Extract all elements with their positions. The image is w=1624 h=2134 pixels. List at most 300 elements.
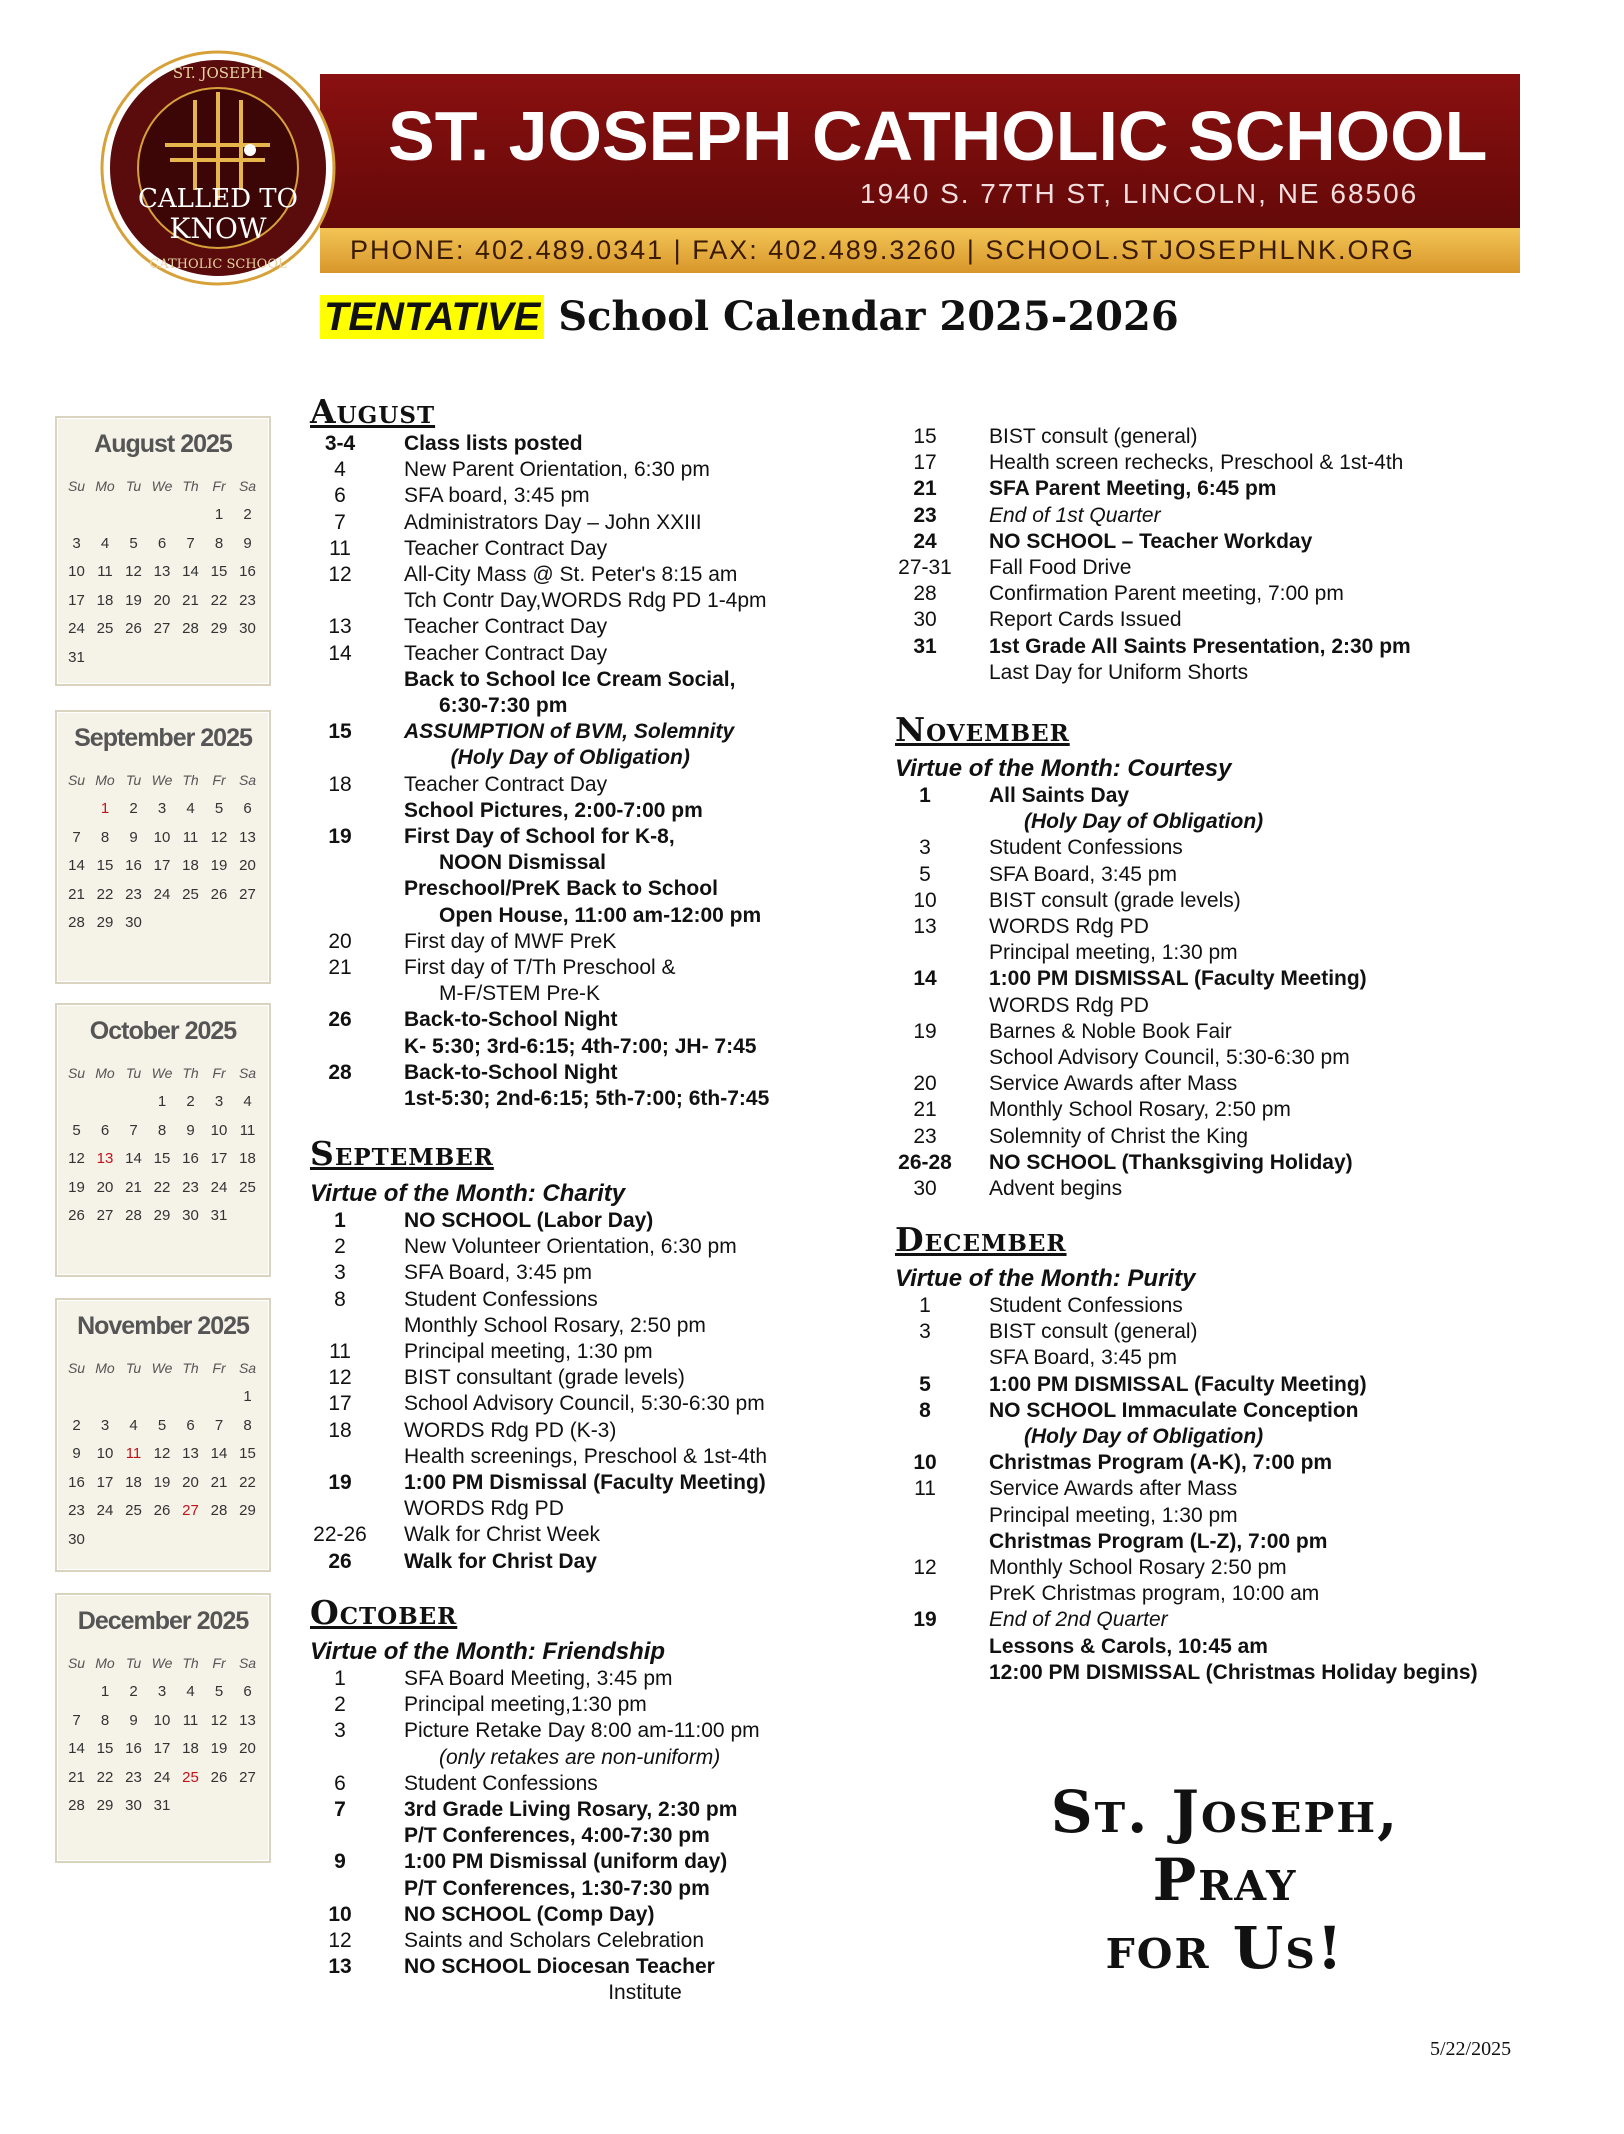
event-text: Report Cards Issued bbox=[989, 608, 1182, 632]
calendar-day: 5 bbox=[214, 800, 224, 817]
event-date: 13 bbox=[913, 915, 937, 938]
calendar-day: 28 bbox=[182, 620, 199, 637]
event-date: 13 bbox=[328, 615, 352, 639]
event-text: Administrators Day – John XXIII bbox=[404, 510, 702, 534]
calendar-day: 1 bbox=[100, 1683, 110, 1700]
calendar-day: 12 bbox=[68, 1150, 85, 1167]
event-text: New Parent Orientation, 6:30 pm bbox=[404, 458, 710, 482]
event-row bbox=[310, 1522, 870, 1548]
calendar-day: 16 bbox=[125, 1740, 142, 1757]
event-row bbox=[895, 424, 1455, 450]
weekday-label: We bbox=[151, 478, 173, 494]
event-row bbox=[895, 1150, 1455, 1176]
event-text: BIST consultant (grade levels) bbox=[404, 1366, 685, 1390]
event-row bbox=[310, 667, 870, 693]
event-row bbox=[895, 1019, 1455, 1045]
calendar-day: 5 bbox=[214, 1683, 224, 1700]
month-heading-september: September bbox=[310, 1134, 494, 1173]
calendar-day: 29 bbox=[96, 914, 114, 931]
event-date: 10 bbox=[913, 888, 937, 912]
calendar-day: 12 bbox=[210, 1711, 228, 1729]
weekday-label: Su bbox=[67, 1360, 86, 1376]
calendar-day: 29 bbox=[153, 1207, 171, 1224]
event-row bbox=[310, 876, 870, 902]
calendar-day: 1 bbox=[243, 1388, 252, 1405]
event-row bbox=[310, 1823, 870, 1849]
event-text: (only retakes are non-uniform) bbox=[404, 1745, 721, 1769]
weekday-label: Th bbox=[182, 1655, 199, 1671]
event-row bbox=[310, 1797, 870, 1823]
calendar-day: 2 bbox=[243, 506, 252, 523]
calendar-day: 13 bbox=[239, 828, 256, 846]
event-text: New Volunteer Orientation, 6:30 pm bbox=[404, 1235, 737, 1259]
mini-calendar-2 bbox=[55, 710, 271, 984]
calendar-day: 13 bbox=[182, 1445, 199, 1462]
calendar-day: 20 bbox=[182, 1473, 199, 1491]
mini-calendar-title: October 2025 bbox=[89, 1017, 237, 1045]
weekday-label: Su bbox=[67, 772, 86, 788]
weekday-label: We bbox=[151, 772, 173, 788]
calendar-day: 21 bbox=[125, 1178, 142, 1196]
calendar-day: 18 bbox=[182, 857, 199, 874]
event-text: Institute bbox=[404, 1981, 682, 2005]
calendar-day: 24 bbox=[68, 620, 85, 637]
calendar-day: 20 bbox=[153, 591, 171, 609]
mini-calendar-1 bbox=[55, 416, 271, 686]
event-row bbox=[895, 1071, 1455, 1097]
event-text: NO SCHOOL – Teacher Workday bbox=[989, 529, 1313, 553]
event-date: 21 bbox=[913, 477, 937, 501]
calendar-day: 2 bbox=[129, 1683, 138, 1700]
calendar-day: 15 bbox=[96, 1740, 114, 1757]
event-text: First day of T/Th Preschool & bbox=[404, 956, 676, 979]
calendar-day: 28 bbox=[68, 914, 85, 931]
event-row bbox=[895, 783, 1455, 809]
event-row bbox=[895, 1097, 1455, 1123]
event-row bbox=[310, 1418, 870, 1444]
calendar-day: 30 bbox=[182, 1207, 199, 1224]
calendar-day: 9 bbox=[186, 1121, 195, 1139]
calendar-day: 8 bbox=[100, 828, 110, 846]
event-text: NO SCHOOL Immaculate Conception bbox=[989, 1398, 1359, 1422]
revision-date: 5/22/2025 bbox=[1430, 2038, 1512, 2060]
event-date: 21 bbox=[328, 956, 352, 979]
event-row bbox=[895, 835, 1455, 861]
calendar-day: 2 bbox=[72, 1416, 81, 1434]
calendar-day: 4 bbox=[243, 1093, 252, 1110]
calendar-day: 4 bbox=[129, 1416, 138, 1434]
event-text: Solemnity of Christ the King bbox=[989, 1124, 1249, 1148]
event-text: Barnes & Noble Book Fair bbox=[989, 1019, 1232, 1043]
event-date: 5 bbox=[919, 862, 931, 886]
calendar-day: 9 bbox=[129, 828, 138, 846]
event-text: P/T Conferences, 1:30-7:30 pm bbox=[404, 1876, 710, 1900]
calendar-day: 22 bbox=[153, 1178, 171, 1196]
weekday-label: Fr bbox=[212, 1360, 226, 1376]
calendar-day: 3 bbox=[72, 534, 81, 552]
calendar-day: 10 bbox=[96, 1445, 114, 1462]
event-text: ASSUMPTION of BVM, Solemnity bbox=[404, 720, 735, 744]
calendar-day: 15 bbox=[153, 1150, 171, 1167]
event-date: 21 bbox=[913, 1098, 937, 1122]
calendar-day: 21 bbox=[182, 591, 199, 609]
weekday-label: Tu bbox=[125, 772, 142, 788]
weekday-label: Fr bbox=[212, 1065, 226, 1081]
weekday-label: Mo bbox=[95, 1360, 115, 1376]
weekday-label: Sa bbox=[238, 1360, 257, 1376]
event-text: Back-to-School Night bbox=[404, 1060, 618, 1084]
virtue-of-month: Virtue of the Month: Charity bbox=[310, 1180, 626, 1207]
calendar-day: 17 bbox=[153, 857, 171, 874]
calendar-day: 25 bbox=[182, 1768, 199, 1786]
calendar-day: 24 bbox=[153, 1768, 171, 1786]
calendar-day: 22 bbox=[96, 1768, 114, 1786]
calendar-day: 3 bbox=[100, 1416, 110, 1434]
event-date: 2 bbox=[334, 1693, 346, 1717]
calendar-day: 29 bbox=[210, 620, 228, 637]
event-text: Picture Retake Day 8:00 am-11:00 pm bbox=[404, 1719, 760, 1743]
calendar-day: 26 bbox=[210, 885, 228, 903]
event-row bbox=[310, 1365, 870, 1391]
calendar-day: 7 bbox=[214, 1416, 224, 1434]
page-title bbox=[320, 293, 1179, 340]
calendar-day: 11 bbox=[182, 828, 199, 846]
event-text: School Advisory Council, 5:30-6:30 pm bbox=[404, 1392, 765, 1416]
calendar-day: 14 bbox=[210, 1445, 228, 1462]
event-date: 20 bbox=[913, 1072, 937, 1096]
calendar-day: 9 bbox=[243, 534, 252, 552]
event-text: 1st Grade All Saints Presentation, 2:30 pm bbox=[989, 634, 1411, 658]
calendar-day: 17 bbox=[68, 591, 85, 609]
calendar-day: 8 bbox=[214, 534, 224, 552]
calendar-day: 26 bbox=[210, 1768, 228, 1786]
event-row bbox=[310, 903, 870, 929]
calendar-day: 4 bbox=[186, 1683, 195, 1700]
event-text: 3rd Grade Living Rosary, 2:30 pm bbox=[404, 1798, 738, 1821]
event-text: Class lists posted bbox=[404, 432, 583, 455]
event-row bbox=[310, 1718, 870, 1744]
event-row bbox=[895, 1398, 1455, 1424]
event-text: (Holy Day of Obligation) bbox=[989, 1425, 1264, 1448]
calendar-day: 12 bbox=[210, 828, 228, 846]
calendar-day: 2 bbox=[129, 800, 138, 817]
event-row bbox=[895, 1529, 1455, 1555]
event-text: Back-to-School Night bbox=[404, 1008, 618, 1032]
event-text: (Holy Day of Obligation) bbox=[989, 810, 1264, 834]
event-row bbox=[895, 529, 1455, 555]
event-text: BIST consult (grade levels) bbox=[989, 888, 1241, 912]
event-text: Service Awards after Mass bbox=[989, 1072, 1238, 1096]
event-text: M-F/STEM Pre-K bbox=[404, 982, 601, 1006]
calendar-day: 21 bbox=[68, 1768, 85, 1786]
calendar-day: 22 bbox=[96, 885, 114, 903]
event-row bbox=[310, 929, 870, 955]
weekday-label: Fr bbox=[212, 772, 226, 788]
virtue-of-month: Virtue of the Month: Courtesy bbox=[895, 755, 1232, 782]
event-text: SFA Board, 3:45 pm bbox=[404, 1261, 592, 1285]
event-row bbox=[310, 850, 870, 876]
calendar-day: 3 bbox=[157, 1683, 167, 1700]
mini-calendar-5 bbox=[55, 1593, 271, 1863]
calendar-day: 10 bbox=[153, 1711, 171, 1729]
event-row bbox=[310, 1928, 870, 1954]
calendar-day: 31 bbox=[153, 1797, 171, 1814]
event-text: 1:00 PM DISMISSAL (Faculty Meeting) bbox=[989, 967, 1367, 991]
calendar-day: 26 bbox=[68, 1207, 85, 1224]
event-text: Teacher Contract Day bbox=[404, 536, 608, 560]
calendar-day: 27 bbox=[153, 620, 171, 637]
event-text: Health screen rechecks, Preschool & 1st-4th bbox=[989, 451, 1404, 475]
event-date: 18 bbox=[328, 772, 352, 796]
calendar-day: 23 bbox=[239, 591, 256, 609]
event-text: WORDS Rdg PD bbox=[989, 915, 1149, 938]
calendar-day: 6 bbox=[186, 1416, 195, 1434]
event-text: Last Day for Uniform Shorts bbox=[989, 660, 1249, 684]
prayer-text bbox=[1000, 1778, 1450, 1982]
calendar-day: 19 bbox=[210, 857, 228, 874]
title-text: School Calendar 2025-2026 bbox=[544, 293, 1179, 340]
calendar-day: 21 bbox=[68, 885, 85, 903]
event-row bbox=[895, 581, 1455, 607]
weekday-label: We bbox=[151, 1655, 173, 1671]
event-text: Tch Contr Day,WORDS Rdg PD 1-4pm bbox=[404, 589, 767, 613]
event-date: 26 bbox=[328, 1549, 352, 1573]
calendar-day: 30 bbox=[125, 914, 142, 931]
event-date: 15 bbox=[913, 425, 937, 448]
weekday-label: Mo bbox=[95, 478, 115, 494]
event-date: 10 bbox=[328, 1902, 352, 1926]
virtue-of-month: Virtue of the Month: Friendship bbox=[310, 1638, 666, 1665]
event-text: Teacher Contract Day bbox=[404, 641, 608, 665]
event-date: 7 bbox=[334, 510, 346, 534]
calendar-day: 26 bbox=[153, 1502, 171, 1519]
calendar-day: 19 bbox=[68, 1178, 85, 1196]
event-text: PreK Christmas program, 10:00 am bbox=[989, 1582, 1320, 1606]
calendar-day: 19 bbox=[153, 1473, 171, 1491]
event-row bbox=[895, 1293, 1455, 1319]
event-date: 26 bbox=[328, 1008, 352, 1032]
calendar-day: 8 bbox=[243, 1416, 252, 1434]
calendar-day: 17 bbox=[153, 1740, 171, 1757]
event-row bbox=[310, 588, 870, 614]
event-row bbox=[310, 1060, 870, 1086]
event-date: 1 bbox=[919, 784, 931, 807]
calendar-day: 5 bbox=[129, 534, 138, 552]
event-text: Student Confessions bbox=[404, 1287, 598, 1311]
calendar-day: 10 bbox=[153, 828, 171, 846]
calendar-day: 18 bbox=[125, 1473, 142, 1491]
event-date: 6 bbox=[334, 484, 346, 508]
weekday-label: We bbox=[151, 1065, 173, 1081]
calendar-day: 11 bbox=[97, 563, 113, 580]
calendar-day: 19 bbox=[210, 1740, 228, 1757]
calendar-day: 11 bbox=[125, 1445, 142, 1462]
calendar-day: 7 bbox=[72, 1711, 81, 1729]
weekday-label: Mo bbox=[95, 1065, 115, 1081]
calendar-day: 7 bbox=[186, 534, 195, 552]
weekday-label: Su bbox=[67, 1655, 86, 1671]
calendar-day: 1 bbox=[100, 800, 110, 817]
event-date: 3-4 bbox=[324, 432, 356, 455]
event-text: WORDS Rdg PD bbox=[404, 1497, 564, 1521]
event-row bbox=[310, 614, 870, 640]
event-row bbox=[895, 914, 1455, 940]
event-date: 10 bbox=[913, 1451, 937, 1475]
calendar-day: 7 bbox=[72, 828, 81, 846]
event-text: Saints and Scholars Celebration bbox=[404, 1929, 705, 1952]
weekday-label: Sa bbox=[238, 478, 257, 494]
event-row bbox=[310, 719, 870, 745]
calendar-day: 14 bbox=[182, 563, 199, 580]
event-row bbox=[310, 1496, 870, 1522]
event-text: SFA Parent Meeting, 6:45 pm bbox=[989, 477, 1277, 501]
calendar-day: 23 bbox=[182, 1178, 199, 1196]
event-text: WORDS Rdg PD bbox=[989, 993, 1149, 1017]
weekday-label: Sa bbox=[238, 1065, 257, 1081]
calendar-day: 16 bbox=[182, 1150, 199, 1167]
event-text: NO SCHOOL (Thanksgiving Holiday) bbox=[989, 1150, 1353, 1174]
event-text: Back to School Ice Cream Social, bbox=[404, 667, 736, 691]
event-row bbox=[895, 809, 1455, 835]
event-text: BIST consult (general) bbox=[989, 1320, 1198, 1344]
event-row bbox=[310, 1034, 870, 1060]
calendar-day: 24 bbox=[153, 885, 171, 903]
weekday-label: We bbox=[151, 1360, 173, 1376]
calendar-day: 6 bbox=[157, 534, 167, 552]
event-date: 19 bbox=[328, 1471, 352, 1494]
event-date: 11 bbox=[914, 1477, 936, 1501]
calendar-day: 16 bbox=[239, 563, 256, 580]
calendar-day: 25 bbox=[125, 1502, 142, 1519]
mini-calendar-3 bbox=[55, 1003, 271, 1277]
event-date: 12 bbox=[328, 1366, 352, 1390]
event-date: 28 bbox=[328, 1060, 352, 1084]
event-date: 3 bbox=[334, 1261, 346, 1285]
event-row bbox=[310, 1745, 870, 1771]
calendar-day: 28 bbox=[210, 1502, 228, 1519]
event-row bbox=[310, 798, 870, 824]
calendar-day: 10 bbox=[210, 1121, 228, 1139]
event-row bbox=[895, 1634, 1455, 1660]
calendar-day: 1 bbox=[157, 1093, 167, 1110]
event-text: Principal meeting, 1:30 pm bbox=[989, 941, 1238, 965]
event-date: 14 bbox=[328, 641, 352, 665]
calendar-day: 9 bbox=[72, 1445, 81, 1462]
event-date: 22-26 bbox=[313, 1523, 367, 1547]
calendar-day: 5 bbox=[72, 1121, 81, 1139]
calendar-day: 8 bbox=[100, 1711, 110, 1729]
event-row bbox=[310, 1876, 870, 1902]
event-row bbox=[310, 1549, 870, 1575]
calendar-day: 6 bbox=[243, 800, 252, 817]
calendar-day: 30 bbox=[125, 1797, 142, 1814]
calendar-day: 15 bbox=[96, 857, 114, 874]
event-row bbox=[895, 1607, 1455, 1633]
event-date: 1 bbox=[334, 1209, 346, 1232]
event-text: 1st-5:30; 2nd-6:15; 5th-7:00; 6th-7:45 bbox=[404, 1087, 770, 1110]
event-text: SFA Board, 3:45 pm bbox=[989, 862, 1177, 886]
event-row bbox=[310, 1086, 870, 1112]
mini-calendar-title: December 2025 bbox=[77, 1607, 249, 1635]
calendar-day: 29 bbox=[239, 1502, 256, 1519]
calendar-day: 18 bbox=[239, 1150, 256, 1167]
event-text: First day of MWF PreK bbox=[404, 929, 617, 953]
event-row bbox=[895, 1555, 1455, 1581]
event-date: 30 bbox=[913, 608, 937, 632]
event-date: 19 bbox=[913, 1019, 937, 1043]
event-text: End of 1st Quarter bbox=[989, 503, 1161, 527]
weekday-label: Sa bbox=[238, 772, 257, 788]
event-row bbox=[310, 1470, 870, 1496]
event-text: Student Confessions bbox=[989, 836, 1183, 860]
mini-calendar-title: August 2025 bbox=[94, 430, 232, 458]
event-text: Fall Food Drive bbox=[989, 556, 1132, 579]
calendar-day: 13 bbox=[96, 1150, 114, 1167]
event-date: 24 bbox=[913, 529, 937, 553]
event-row bbox=[310, 1007, 870, 1033]
event-text: SFA board, 3:45 pm bbox=[404, 484, 590, 508]
event-text: First Day of School for K-8, bbox=[404, 825, 675, 848]
event-text: NO SCHOOL (Comp Day) bbox=[404, 1902, 655, 1926]
weekday-label: Mo bbox=[95, 772, 115, 788]
calendar-day: 18 bbox=[182, 1740, 199, 1757]
event-text: Teacher Contract Day bbox=[404, 772, 608, 796]
event-text: Monthly School Rosary, 2:50 pm bbox=[989, 1098, 1291, 1122]
weekday-label: Sa bbox=[238, 1655, 257, 1671]
calendar-day: 9 bbox=[129, 1711, 138, 1729]
event-text: SFA Board, 3:45 pm bbox=[989, 1346, 1177, 1370]
calendar-day: 8 bbox=[157, 1121, 167, 1139]
logo-bottom-text: CATHOLIC SCHOOL bbox=[149, 257, 287, 272]
calendar-day: 28 bbox=[68, 1797, 85, 1814]
event-date: 26-28 bbox=[898, 1150, 952, 1174]
event-row bbox=[310, 1849, 870, 1875]
event-date: 31 bbox=[913, 634, 937, 658]
event-row bbox=[895, 1450, 1455, 1476]
event-row bbox=[895, 1581, 1455, 1607]
event-text: School Pictures, 2:00-7:00 pm bbox=[404, 798, 703, 822]
calendar-day: 18 bbox=[96, 591, 114, 609]
event-row bbox=[895, 607, 1455, 633]
event-date: 1 bbox=[334, 1667, 346, 1690]
event-text: Principal meeting, 1:30 pm bbox=[404, 1340, 653, 1363]
event-text: (Holy Day of Obligation) bbox=[404, 746, 690, 770]
event-date: 7 bbox=[334, 1798, 346, 1821]
event-row bbox=[895, 634, 1455, 660]
calendar-day: 12 bbox=[125, 563, 142, 580]
event-text: Lessons & Carols, 10:45 am bbox=[989, 1634, 1268, 1658]
calendar-day: 21 bbox=[210, 1473, 228, 1491]
event-text: NOON Dismissal bbox=[404, 851, 606, 875]
calendar-day: 31 bbox=[210, 1207, 228, 1224]
calendar-day: 27 bbox=[96, 1207, 114, 1224]
event-row bbox=[310, 824, 870, 850]
calendar-day: 20 bbox=[96, 1178, 114, 1196]
event-row bbox=[895, 1503, 1455, 1529]
weekday-label: Tu bbox=[125, 1065, 142, 1081]
event-date: 9 bbox=[334, 1850, 346, 1874]
event-date: 13 bbox=[328, 1955, 352, 1979]
event-date: 27-31 bbox=[898, 556, 952, 579]
event-row bbox=[310, 981, 870, 1007]
calendar-day: 30 bbox=[68, 1530, 85, 1548]
calendar-day: 3 bbox=[157, 800, 167, 817]
event-text: Advent begins bbox=[989, 1177, 1123, 1200]
calendar-day: 1 bbox=[214, 506, 224, 523]
calendar-day: 13 bbox=[153, 563, 171, 580]
event-text: Principal meeting,1:30 pm bbox=[404, 1693, 647, 1717]
calendar-day: 28 bbox=[125, 1207, 142, 1224]
